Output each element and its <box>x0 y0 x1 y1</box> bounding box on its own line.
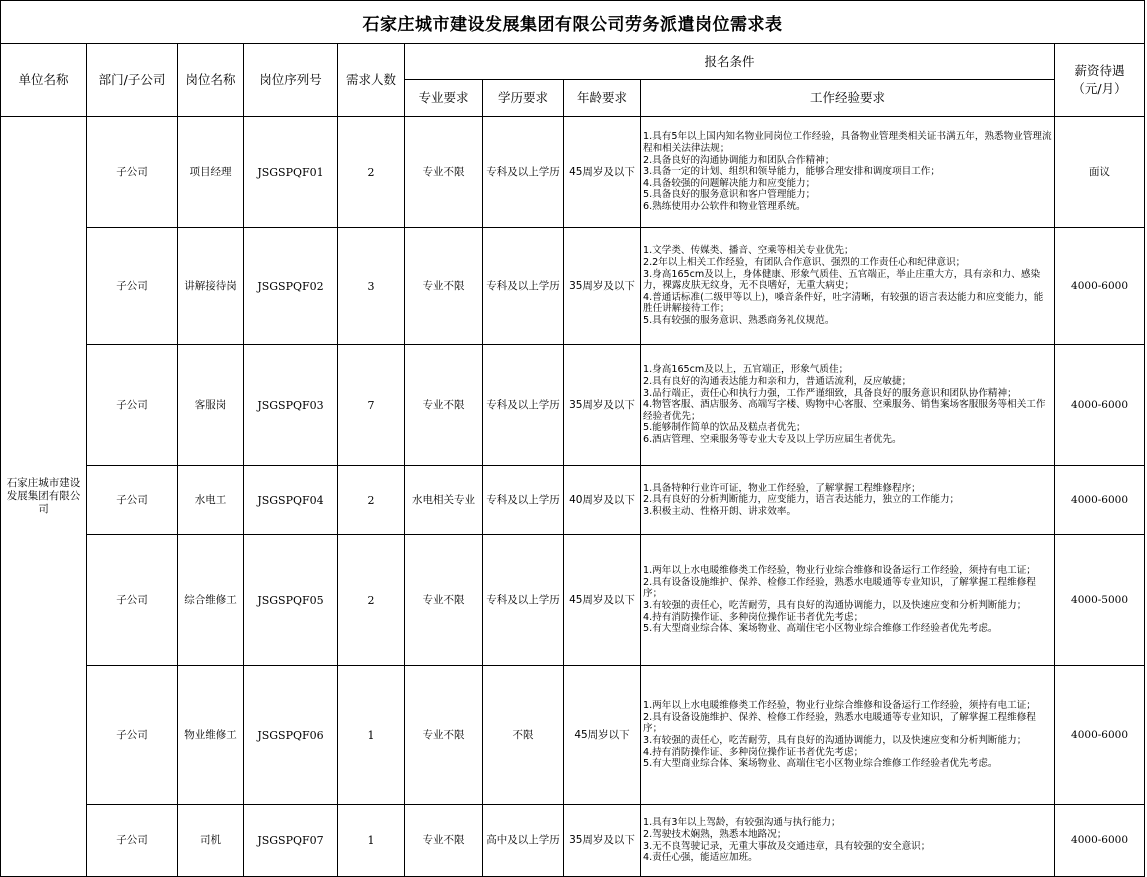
code-cell: JSGSPQF04 <box>244 466 338 535</box>
header-code: 岗位序列号 <box>244 44 338 117</box>
age-cell: 35周岁及以下 <box>564 345 641 466</box>
major-cell: 专业不限 <box>405 228 483 345</box>
experience-line: 3.积极主动、性格开朗、讲求效率。 <box>643 505 797 517</box>
header-edu: 学历要求 <box>483 80 564 117</box>
major-cell: 专业不限 <box>405 805 483 877</box>
age-cell: 40周岁及以下 <box>564 466 641 535</box>
experience-cell <box>641 805 1055 877</box>
table-row <box>1 805 1145 877</box>
experience-line: 5.具备良好的服务意识和客户管理能力； <box>643 189 816 201</box>
dept-cell: 子公司 <box>87 666 178 805</box>
age-cell: 45周岁及以下 <box>564 117 641 228</box>
experience-line: 4.持有消防操作证、多种岗位操作证书者优先考虑； <box>643 611 864 623</box>
position-cell: 讲解接待岗 <box>178 228 244 345</box>
experience-line: 1.两年以上水电暖维修类工作经验，物业行业综合维修和设备运行工作经验，须持有电工证； <box>643 565 1036 577</box>
edu-cell: 专科及以上学历 <box>483 117 564 228</box>
header-conditions: 报名条件 <box>405 44 1055 80</box>
experience-line: 3.有较强的责任心，吃苦耐劳，具有良好的沟通协调能力，以及快速应变和分析判断能力； <box>643 735 1027 746</box>
experience-line: 1.具有5年以上国内知名物业同岗位工作经验，具备物业管理类相关证书满五年，熟悉物业管理流程和相关法律法规； <box>643 131 1052 155</box>
table-row <box>1 228 1145 345</box>
position-cell: 项目经理 <box>178 117 244 228</box>
table-row <box>1 666 1145 805</box>
salary-cell: 4000-6000 <box>1055 345 1145 466</box>
position-cell: 司机 <box>178 805 244 877</box>
table-row <box>1 535 1145 666</box>
table-row <box>1 117 1145 228</box>
experience-line: 2.具有设备设施维护、保养、检修工作经验，熟悉水电暖通等专业知识，了解掌握工程维修程序； <box>643 711 1036 735</box>
count-cell: 2 <box>338 117 405 228</box>
salary-cell: 4000-6000 <box>1055 666 1145 805</box>
experience-line: 1.两年以上水电暖维修类工作经验，物业行业综合维修和设备运行工作经验，须持有电工证； <box>643 700 1036 712</box>
major-cell: 专业不限 <box>405 117 483 228</box>
experience-line: 2.具有设备设施维护、保养、检修工作经验，熟悉水电暖通等专业知识，了解掌握工程维修程序； <box>643 576 1036 600</box>
experience-line: 2.具有良好的分析判断能力，应变能力，语言表达能力，独立的工作能力； <box>643 494 960 506</box>
experience-line: 4.物管客服、酒店服务、高端写字楼、购物中心客服、空乘服务、销售案场客服服务等相关工作经验者优先； <box>643 399 1046 422</box>
experience-line: 4.具备较强的问题解决能力和应变能力； <box>643 177 816 189</box>
edu-cell: 不限 <box>483 666 564 805</box>
experience-cell <box>641 535 1055 666</box>
dept-cell: 子公司 <box>87 228 178 345</box>
major-cell: 专业不限 <box>405 535 483 666</box>
edu-cell: 专科及以上学历 <box>483 466 564 535</box>
experience-cell <box>641 466 1055 535</box>
header-major: 专业要求 <box>405 80 483 117</box>
salary-cell: 面议 <box>1055 117 1145 228</box>
experience-cell <box>641 228 1055 345</box>
experience-line: 3.有较强的责任心，吃苦耐劳，具有良好的沟通协调能力，以及快速应变和分析判断能力； <box>643 600 1027 611</box>
experience-line: 2.2年以上相关工作经验，有团队合作意识、强烈的工作责任心和纪律意识； <box>643 257 966 269</box>
salary-cell: 4000-5000 <box>1055 535 1145 666</box>
experience-line: 4.责任心强，能适应加班。 <box>643 852 758 864</box>
age-cell: 35周岁及以下 <box>564 805 641 877</box>
salary-cell: 4000-6000 <box>1055 228 1145 345</box>
table-row <box>1 466 1145 535</box>
count-cell: 2 <box>338 535 405 666</box>
header-count: 需求人数 <box>338 44 405 117</box>
count-cell: 2 <box>338 466 405 535</box>
header-dept: 部门/子公司 <box>87 44 178 117</box>
page-title: 石家庄城市建设发展集团有限公司劳务派遣岗位需求表 <box>1 1 1145 44</box>
edu-cell: 专科及以上学历 <box>483 345 564 466</box>
position-cell: 客服岗 <box>178 345 244 466</box>
header-experience: 工作经验要求 <box>641 80 1055 117</box>
salary-cell: 4000-6000 <box>1055 805 1145 877</box>
experience-line: 2.驾驶技术娴熟，熟悉本地路况； <box>643 828 787 840</box>
experience-line: 5.有大型商业综合体、案场物业、高端住宅小区物业综合维修工作经验者优先考虑。 <box>643 623 998 635</box>
code-cell: JSGSPQF02 <box>244 228 338 345</box>
experience-line: 3.身高165cm及以上，身体健康、形象气质佳、五官端正，举止庄重大方，具有亲和力、感染力，裸露皮肤无纹身，无不良嗜好，无重大病史； <box>643 268 1041 292</box>
header-age: 年龄要求 <box>564 80 641 117</box>
unit-name-cell: 石家庄城市建设发展集团有限公司 <box>1 117 87 877</box>
dept-cell: 子公司 <box>87 117 178 228</box>
table-row <box>1 345 1145 466</box>
edu-cell: 高中及以上学历 <box>483 805 564 877</box>
salary-cell: 4000-6000 <box>1055 466 1145 535</box>
experience-line: 1.具有3年以上驾龄，有较强沟通与执行能力； <box>643 817 841 829</box>
experience-line: 2.具备良好的沟通协调能力和团队合作精神； <box>643 154 835 166</box>
dept-cell: 子公司 <box>87 466 178 535</box>
experience-cell <box>641 117 1055 228</box>
experience-line: 1.具备特种行业许可证，物业工作经验，了解掌握工程维修程序； <box>643 482 921 494</box>
header-unit: 单位名称 <box>1 44 87 117</box>
major-cell: 专业不限 <box>405 345 483 466</box>
age-cell: 45周岁及以下 <box>564 535 641 666</box>
experience-line: 3.具备一定的计划、组织和领导能力，能够合理安排和调度项目工作； <box>643 166 940 178</box>
experience-line: 1.文学类、传媒类、播音、空乘等相关专业优先； <box>643 245 854 257</box>
experience-line: 4.持有消防操作证、多种岗位操作证书者优先考虑； <box>643 746 864 758</box>
dept-cell: 子公司 <box>87 345 178 466</box>
experience-line: 3.无不良驾驶记录，无重大事故及交通违章，具有较强的安全意识； <box>643 840 931 852</box>
header-salary-line2: （元/月） <box>1072 81 1127 96</box>
count-cell: 3 <box>338 228 405 345</box>
code-cell: JSGSPQF03 <box>244 345 338 466</box>
code-cell: JSGSPQF06 <box>244 666 338 805</box>
experience-line: 5.能够制作简单的饮品及糕点者优先； <box>643 422 806 434</box>
experience-cell <box>641 666 1055 805</box>
experience-line: 1.身高165cm及以上，五官端正，形象气质佳； <box>643 364 849 376</box>
experience-line: 6.熟练使用办公软件和物业管理系统。 <box>643 200 806 212</box>
code-cell: JSGSPQF05 <box>244 535 338 666</box>
header-salary-line1: 薪资待遇 <box>1074 63 1125 78</box>
dept-cell: 子公司 <box>87 805 178 877</box>
code-cell: JSGSPQF01 <box>244 117 338 228</box>
count-cell: 7 <box>338 345 405 466</box>
major-cell: 专业不限 <box>405 666 483 805</box>
age-cell: 35周岁及以下 <box>564 228 641 345</box>
experience-line: 5.具有较强的服务意识、熟悉商务礼仪规范。 <box>643 314 835 326</box>
edu-cell: 专科及以上学历 <box>483 535 564 666</box>
code-cell: JSGSPQF07 <box>244 805 338 877</box>
position-cell: 综合维修工 <box>178 535 244 666</box>
header-salary <box>1055 44 1145 117</box>
major-cell: 水电相关专业 <box>405 466 483 535</box>
count-cell: 1 <box>338 805 405 877</box>
experience-line: 6.酒店管理、空乘服务等专业大专及以上学历应届生者优先。 <box>643 433 902 445</box>
edu-cell: 专科及以上学历 <box>483 228 564 345</box>
position-cell: 水电工 <box>178 466 244 535</box>
experience-cell <box>641 345 1055 466</box>
header-position: 岗位名称 <box>178 44 244 117</box>
position-cell: 物业维修工 <box>178 666 244 805</box>
experience-line: 3.品行端正，责任心和执行力强，工作严谨细致，具备良好的服务意识和团队协作精神； <box>643 387 1017 399</box>
count-cell: 1 <box>338 666 405 805</box>
age-cell: 45周岁以下 <box>564 666 641 805</box>
experience-line: 2.具有良好的沟通表达能力和亲和力，普通话流利，反应敏捷； <box>643 376 912 388</box>
experience-line: 4.普通话标准(二级甲等以上)，嗓音条件好，吐字清晰，有较强的语言表达能力和应变能力，能胜任讲解接待工作； <box>643 291 1044 315</box>
dept-cell: 子公司 <box>87 535 178 666</box>
experience-line: 5.有大型商业综合体、案场物业、高端住宅小区物业综合维修工作经验者优先考虑。 <box>643 758 998 770</box>
